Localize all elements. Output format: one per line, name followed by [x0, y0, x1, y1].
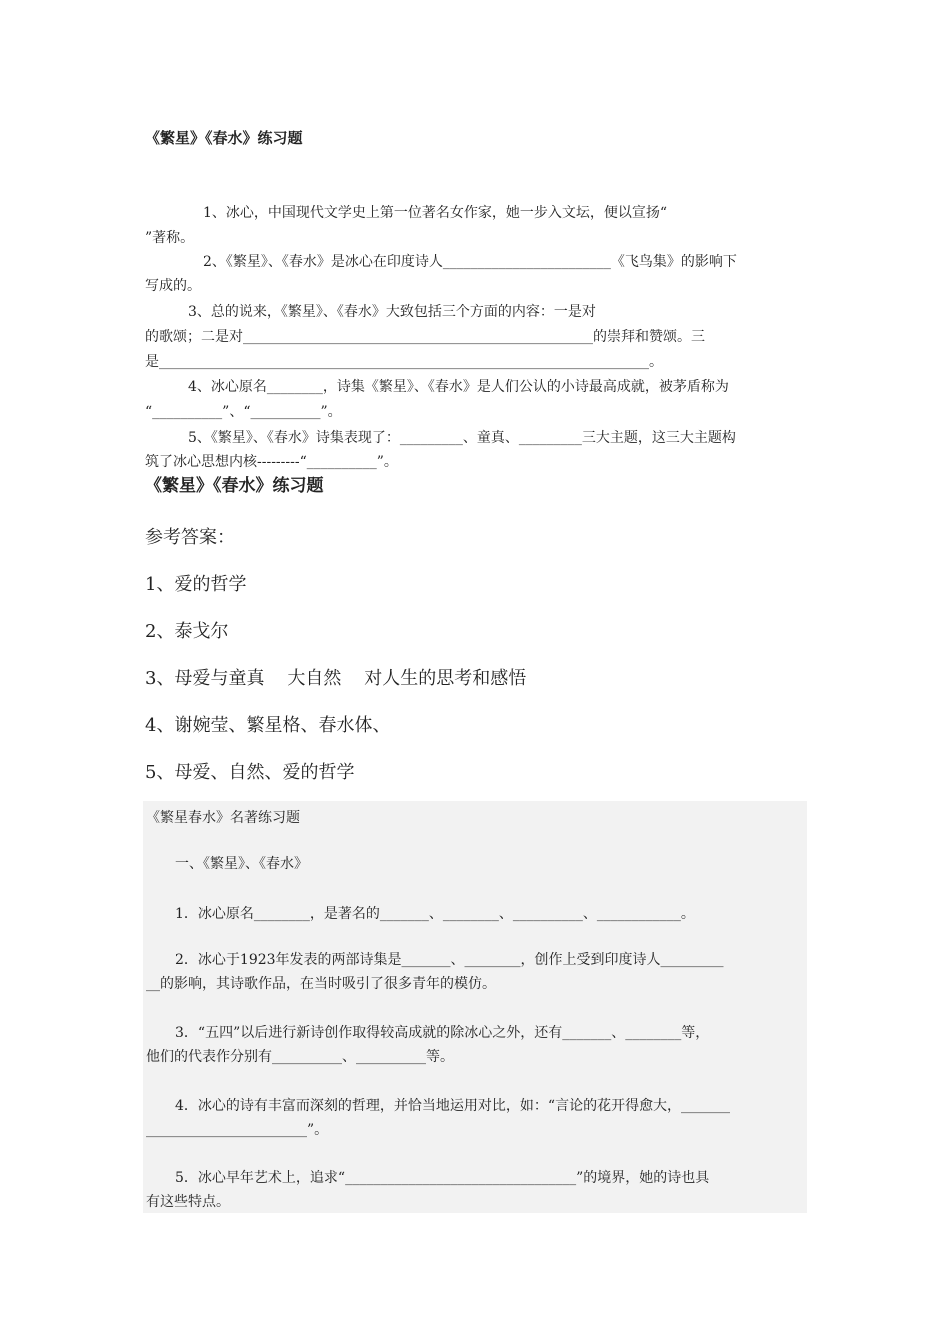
answer-1: 1、爱的哲学: [145, 574, 247, 595]
section-title: 《繁星春水》名著练习题: [146, 810, 300, 826]
question-3-line-2: 的歌颂；二是对__________________________________________________的崇拜和赞颂。三: [145, 329, 705, 345]
exercise-item-5-line-1: 5．冰心早年艺术上，追求“_________________________________”的境界，她的诗也具: [175, 1170, 710, 1186]
question-5-line-1: 5、《繁星》、《春水》诗集表现了：_________、童真、_________三大主题，这三大主题构: [188, 430, 736, 446]
exercise-item-1: 1．冰心原名________，是著名的_______、________、__________、____________。: [175, 906, 695, 922]
worksheet-title-2: 《繁星》《春水》练习题: [145, 476, 324, 496]
question-1-line-2: ”著称。: [145, 230, 195, 246]
answers-heading: 参考答案：: [145, 527, 235, 548]
question-2-line-2: 写成的。: [145, 278, 201, 294]
answer-4: 4、谢婉莹、繁星格、春水体、: [145, 715, 391, 736]
answer-3: 3、母爱与童真 大自然 对人生的思考和感悟: [145, 668, 527, 689]
section-subtitle: 一、《繁星》、《春水》: [175, 856, 308, 872]
exercise-item-2-line-1: 2．冰心于1923年发表的两部诗集是_______、________，创作上受到印度诗人_________: [175, 952, 724, 968]
question-5-line-2: 筑了冰心思想内核---------“__________”。: [145, 454, 398, 470]
exercise-item-3-line-2: 他们的代表作分别有__________、__________等。: [146, 1049, 454, 1065]
answer-2: 2、泰戈尔: [145, 621, 229, 642]
exercise-item-3-line-1: 3．“五四”以后进行新诗创作取得较高成就的除冰心之外，还有_______、________等，: [175, 1025, 710, 1041]
exercise-item-5-line-2: 有这些特点。: [146, 1194, 230, 1210]
exercise-section: [143, 801, 807, 1213]
question-3-line-3: 是______________________________________________________________________。: [145, 354, 663, 370]
question-3-line-1: 3、总的说来，《繁星》、《春水》大致包括三个方面的内容：一是对: [188, 304, 596, 320]
question-4-line-1: 4、冰心原名________，诗集《繁星》、《春水》是人们公认的小诗最高成就，被茅盾称为: [188, 379, 729, 395]
question-1-line-1: 1、冰心，中国现代文学史上第一位著名女作家，她一步入文坛，便以宣扬“: [203, 205, 668, 221]
exercise-item-4-line-2: _______________________”。: [146, 1122, 329, 1138]
question-4-line-2: “__________”、“__________”。: [145, 404, 342, 420]
exercise-item-2-line-2: __的影响，其诗歌作品，在当时吸引了很多青年的模仿。: [146, 976, 496, 992]
answer-5: 5、母爱、自然、爱的哲学: [145, 762, 355, 783]
question-2-line-1: 2、《繁星》、《春水》是冰心在印度诗人________________________《飞鸟集》的影响下: [203, 254, 737, 270]
worksheet-title: 《繁星》《春水》练习题: [145, 129, 303, 147]
exercise-item-4-line-1: 4．冰心的诗有丰富而深刻的哲理，并恰当地运用对比，如：“言论的花开得愈大，_______: [175, 1098, 731, 1114]
